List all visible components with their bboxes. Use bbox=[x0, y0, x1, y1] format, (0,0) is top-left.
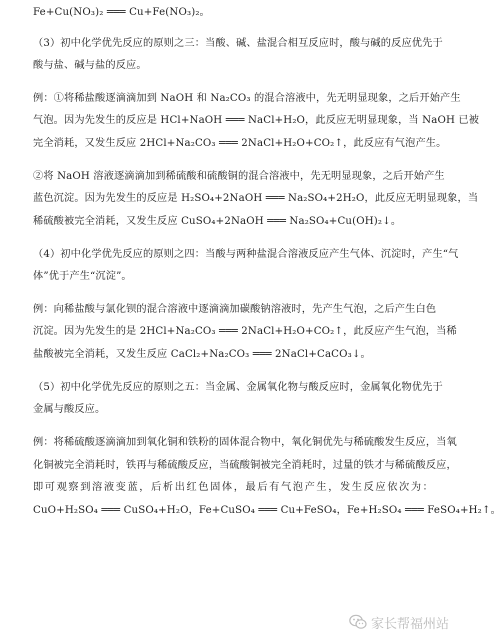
text-line-example-4-equations: CuO+H₂SO₄ ═══ CuSO₄+H₂O，Fe+CuSO₄ ═══ Cu+FeSO₄，Fe+H₂SO₄ ═══ FeSO₄+H₂↑。 bbox=[33, 505, 501, 516]
wechat-logo-icon bbox=[349, 614, 367, 630]
text-line-equation-fe-cu: Fe+Cu(NO₃)₂ ═══ Cu+Fe(NO₃)₂。 bbox=[33, 7, 210, 18]
text-line-example-3-second: 盐酸被完全消耗，又发生反应 CaCl₂+Na₂CO₃ ═══ 2NaCl+CaCO₃↓。 bbox=[33, 349, 371, 360]
text-line-example-2: ②将 NaOH 溶液逐滴滴加到稀硫酸和硫酸铜的混合溶液中，先无明显现象，之后开始产生 bbox=[33, 171, 445, 182]
text-line-example-1: 例：①将稀盐酸逐滴滴加到 NaOH 和 Na₂CO₃ 的混合溶液中，先无明显现象，之后开始产生 bbox=[33, 93, 461, 104]
text-line-example-3-reason: 沉淀。因为先发生的是 2HCl+Na₂CO₃ ═══ 2NaCl+H₂O+CO₂↑，此反应产生气泡，当稀 bbox=[33, 326, 457, 337]
text-line-example-4: 例：将稀硫酸逐滴滴加到氧化铜和铁粉的固体混合物中，氧化铜优先与稀硫酸发生反应，当氧 bbox=[33, 437, 457, 448]
text-line-example-1-second: 完全消耗，又发生反应 2HCl+Na₂CO₃ ═══ 2NaCl+H₂O+CO₂↑，此反应有气泡产生。 bbox=[33, 138, 447, 149]
text-line-rule-3-title: （3）初中化学优先反应的原则之三：当酸、碱、盐混合相互反应时，酸与碱的反应优先于 bbox=[33, 38, 443, 49]
text-line-example-1-reason: 气泡。因为先发生的反应是 HCl+NaOH ═══ NaCl+H₂O，此反应无明显现象，当 NaOH 已被 bbox=[33, 115, 480, 126]
text-line-rule-4-cont: 体”优于产生“沉淀”。 bbox=[33, 271, 132, 282]
text-line-rule-4-title: （4）初中化学优先反应的原则之四：当酸与两种盐混合溶液反应产生气体、沉淀时，产生“气 bbox=[33, 249, 459, 260]
text-line-example-2-reason: 蓝色沉淀。因为先发生的反应是 H₂SO₄+2NaOH ═══ Na₂SO₄+2H₂O，此反应无明显现象，当 bbox=[33, 193, 479, 204]
text-line-rule-3-cont: 酸与盐、碱与盐的反应。 bbox=[33, 60, 147, 71]
text-line-rule-5-title: （5）初中化学优先反应的原则之五：当金属、金属氧化物与酸反应时，金属氧化物优先于 bbox=[33, 382, 443, 393]
text-line-example-4-cont: 化铜被完全消耗时，铁再与稀硫酸反应，当硫酸铜被完全消耗时，过量的铁才与稀硫酸反应， bbox=[33, 460, 457, 471]
text-line-example-4-obs: 即可观察到溶液变蓝，后析出红色固体，最后有气泡产生，发生反应依次为： bbox=[33, 482, 433, 493]
text-line-example-2-second: 稀硫酸被完全消耗，又发生反应 CuSO₄+2NaOH ═══ Na₂SO₄+Cu(OH)₂↓。 bbox=[33, 216, 402, 227]
watermark-text: 家长帮福州站 bbox=[370, 616, 449, 632]
watermark bbox=[349, 613, 449, 631]
text-line-example-3: 例：向稀盐酸与氯化钡的混合溶液中逐滴滴加碳酸钠溶液时，先产生气泡，之后产生白色 bbox=[33, 304, 437, 315]
text-line-rule-5-cont: 金属与酸反应。 bbox=[33, 404, 106, 415]
